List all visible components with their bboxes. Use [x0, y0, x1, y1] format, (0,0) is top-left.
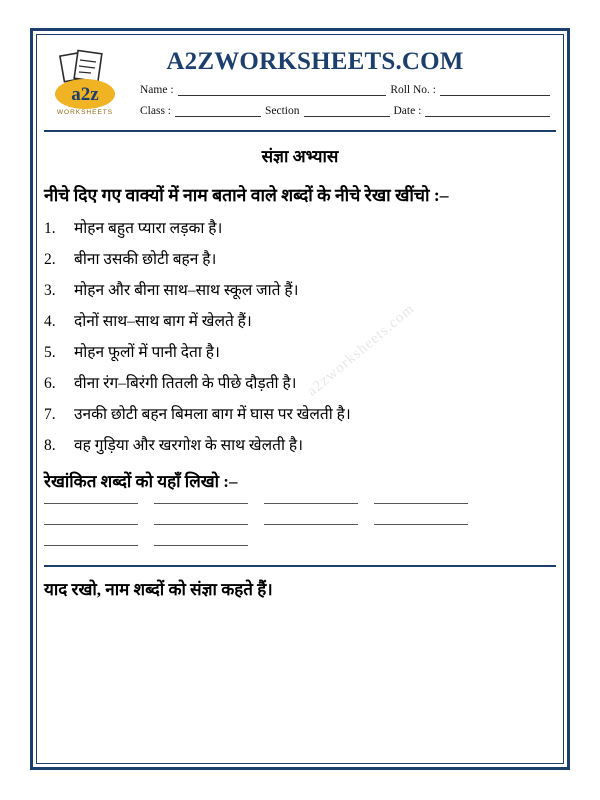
list-item	[44, 405, 556, 426]
page-content	[44, 42, 556, 756]
question-text: बीना उसकी छोटी बहन है।	[74, 251, 217, 269]
blank-row	[44, 544, 556, 546]
answer-blanks	[44, 502, 556, 546]
site-title: A2ZWORKSHEETS.COM	[166, 48, 464, 75]
answer-blank[interactable]	[44, 544, 138, 546]
answer-blank[interactable]	[44, 502, 138, 504]
main-instruction: नीचे दिए गए वाक्यों में नाम बताने वाले शब्दों के नीचे रेखा खींचो :–	[44, 185, 449, 205]
list-item	[44, 343, 556, 364]
date-input[interactable]	[425, 105, 550, 117]
name-input[interactable]	[178, 84, 387, 96]
answer-blank[interactable]	[374, 502, 468, 504]
answer-blank[interactable]	[374, 523, 468, 525]
roll-no-label: Roll No. :	[390, 84, 436, 96]
sub-instruction: रेखांकित शब्दों को यहाँ लिखो :–	[44, 471, 238, 491]
question-number: 7.	[44, 405, 56, 423]
worksheet-title: संज्ञा अभ्यास	[261, 147, 339, 166]
answer-blank[interactable]	[264, 523, 358, 525]
question-number: 8.	[44, 436, 56, 454]
question-number: 5.	[44, 344, 56, 362]
list-item	[44, 436, 556, 457]
question-text: मोहन और बीना साथ–साथ स्कूल जाते हैं।	[74, 282, 299, 300]
question-text: दोनों साथ–साथ बाग में खेलते हैं।	[74, 313, 252, 331]
roll-no-input[interactable]	[440, 84, 550, 96]
date-label: Date :	[393, 105, 422, 117]
a2z-logo-icon	[46, 48, 124, 124]
svg-text:a2z: a2z	[71, 84, 99, 105]
svg-text:WORKSHEETS: WORKSHEETS	[56, 109, 114, 116]
question-number: 1.	[44, 220, 56, 238]
field-row-name	[140, 84, 554, 96]
list-item	[44, 374, 556, 395]
blank-row	[44, 502, 556, 504]
question-number: 2.	[44, 251, 56, 269]
list-item	[44, 250, 556, 271]
list-item	[44, 312, 556, 333]
answer-blank[interactable]	[264, 502, 358, 504]
question-text: उनकी छोटी बहन बिमला बाग में घास पर खेलती है।	[74, 405, 351, 423]
question-text: मोहन फूलों में पानी देता है।	[74, 344, 220, 362]
class-label: Class :	[140, 105, 171, 117]
question-text: वह गुड़िया और खरगोश के साथ खेलती है।	[74, 436, 303, 454]
student-info-fields	[140, 84, 554, 126]
section-label: Section	[265, 105, 300, 117]
question-number: 3.	[44, 282, 56, 300]
name-label: Name :	[140, 84, 174, 96]
answer-blank[interactable]	[154, 523, 248, 525]
watermark: a2zworksheets.com	[304, 300, 418, 400]
question-list	[44, 219, 556, 456]
answer-blank[interactable]	[44, 523, 138, 525]
blank-row	[44, 523, 556, 525]
class-input[interactable]	[175, 105, 261, 117]
question-text: मोहन बहुत प्यारा लड़का है।	[74, 220, 223, 238]
question-number: 4.	[44, 313, 56, 331]
question-number: 6.	[44, 374, 56, 392]
section-input[interactable]	[304, 105, 390, 117]
answer-blank[interactable]	[154, 502, 248, 504]
answer-blank[interactable]	[154, 544, 248, 546]
list-item	[44, 281, 556, 302]
list-item	[44, 219, 556, 240]
page-header	[44, 42, 556, 132]
question-text: वीना रंग–बिरंगी तितली के पीछे दौड़ती है।	[74, 374, 297, 392]
footer-note: याद रखो, नाम शब्दों को संज्ञा कहते हैं।	[44, 565, 556, 600]
field-row-class	[140, 105, 554, 117]
